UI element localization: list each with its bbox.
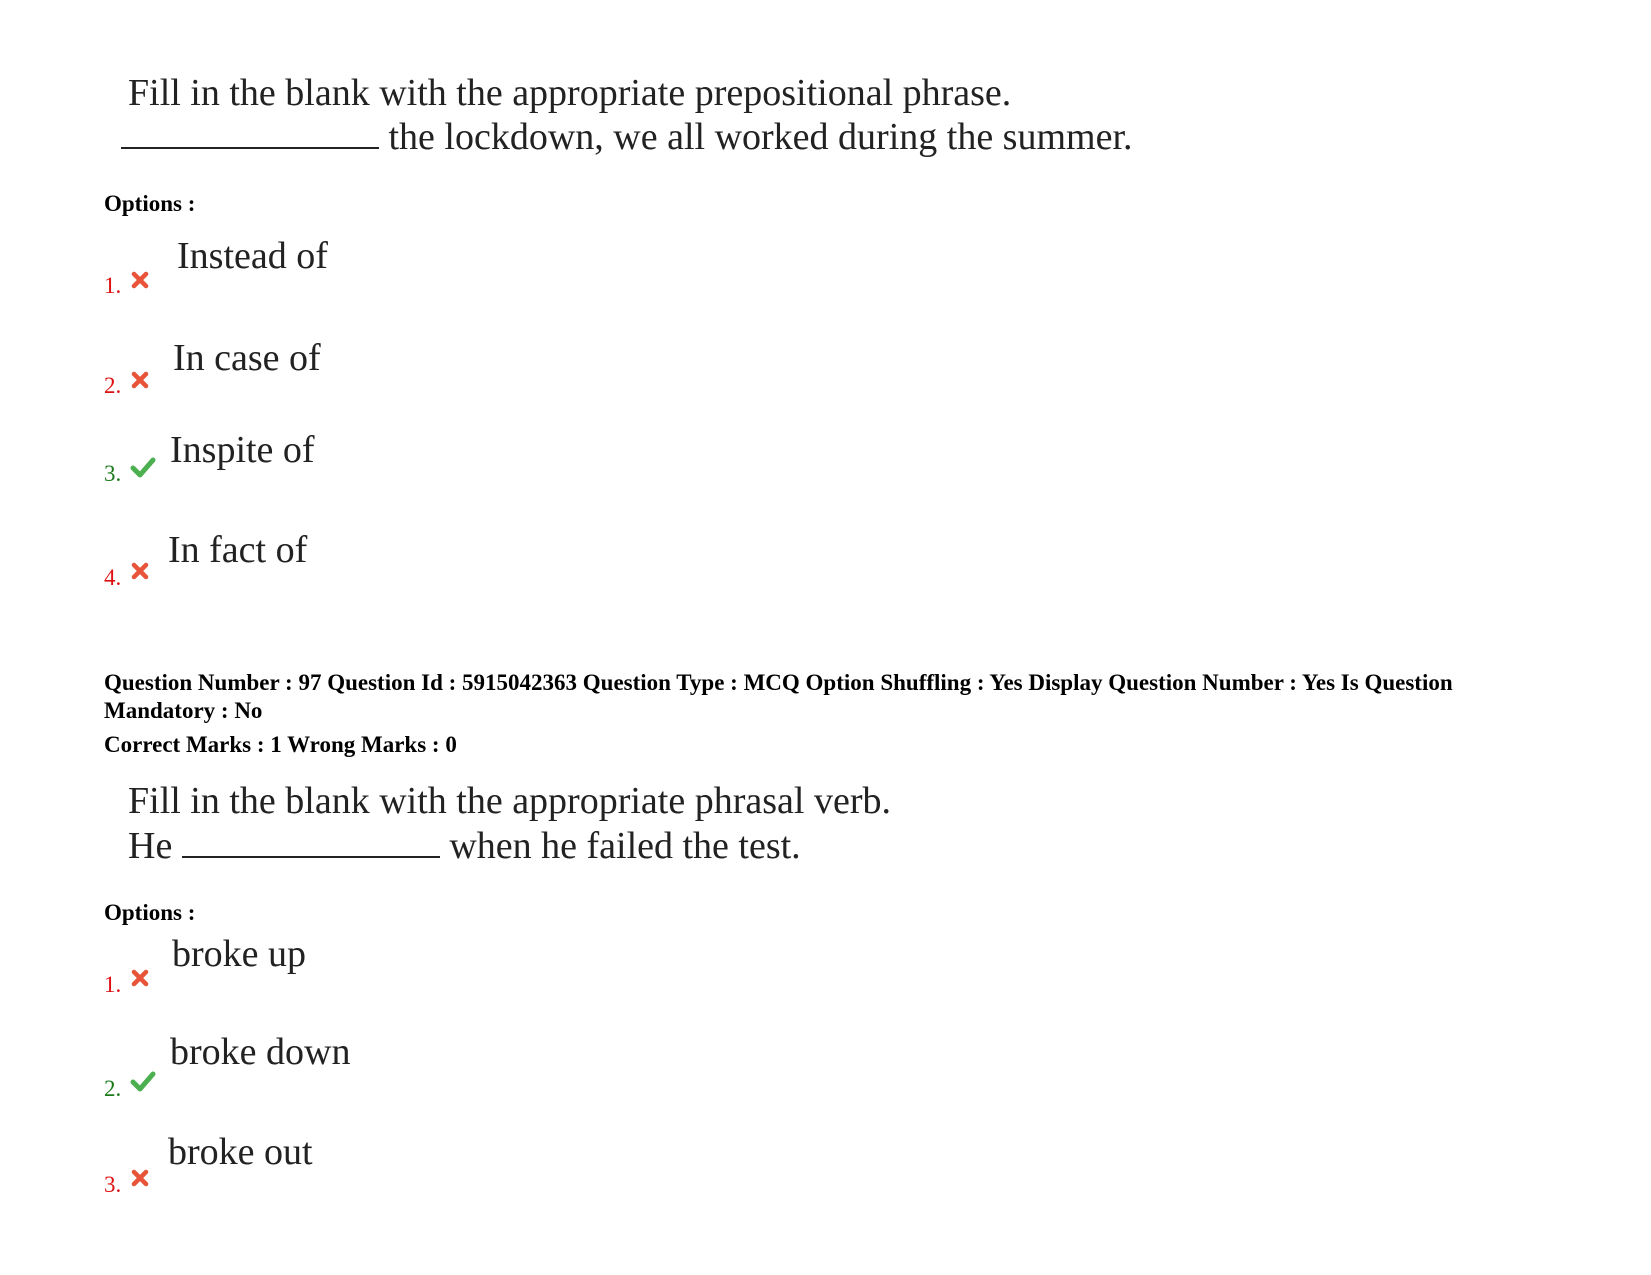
- cross-icon: [130, 561, 152, 583]
- option-number: 3.: [104, 461, 122, 486]
- check-icon: [130, 1070, 156, 1092]
- option-text: broke up: [172, 933, 307, 975]
- question-metadata: Question Number : 97 Question Id : 5915042363 Question Type : MCQ Option Shuffling : Yes Display Question Number : Yes Is Question Mandatory : No: [104, 670, 1453, 723]
- option-number: 1.: [104, 972, 122, 997]
- question-97-prompt-line2: [128, 823, 801, 869]
- option-number: 1.: [104, 273, 122, 298]
- answer-blank: [121, 117, 379, 149]
- check-icon: [130, 456, 156, 478]
- option-text: In case of: [173, 337, 321, 379]
- option-number: 2.: [104, 1076, 122, 1101]
- options-label: Options :: [104, 900, 196, 925]
- option-text: Inspite of: [170, 429, 315, 471]
- option-text: Instead of: [177, 235, 328, 277]
- question-97-prompt-line2-start: He: [128, 825, 173, 867]
- question-96-prompt-line1: Fill in the blank with the appropriate prepositional phrase.: [128, 72, 1012, 114]
- options-label: Options :: [104, 191, 196, 216]
- question-97-prompt-line2-end: when he failed the test.: [449, 825, 801, 867]
- option-number: 2.: [104, 373, 122, 398]
- answer-blank: [182, 826, 440, 858]
- option-text: broke out: [168, 1131, 313, 1173]
- option-text: In fact of: [168, 529, 308, 571]
- cross-icon: [130, 370, 152, 392]
- cross-icon: [130, 968, 152, 990]
- question-97-prompt-line1: Fill in the blank with the appropriate phrasal verb.: [128, 780, 891, 822]
- option-text: broke down: [170, 1031, 351, 1073]
- cross-icon: [130, 1168, 152, 1190]
- option-number: 3.: [104, 1172, 122, 1197]
- marks-info: Correct Marks : 1 Wrong Marks : 0: [104, 732, 457, 757]
- question-96-prompt-line2-text: the lockdown, we all worked during the summer.: [388, 116, 1133, 158]
- cross-icon: [130, 270, 152, 292]
- option-number: 4.: [104, 565, 122, 590]
- question-96-prompt-line2: [121, 114, 1133, 160]
